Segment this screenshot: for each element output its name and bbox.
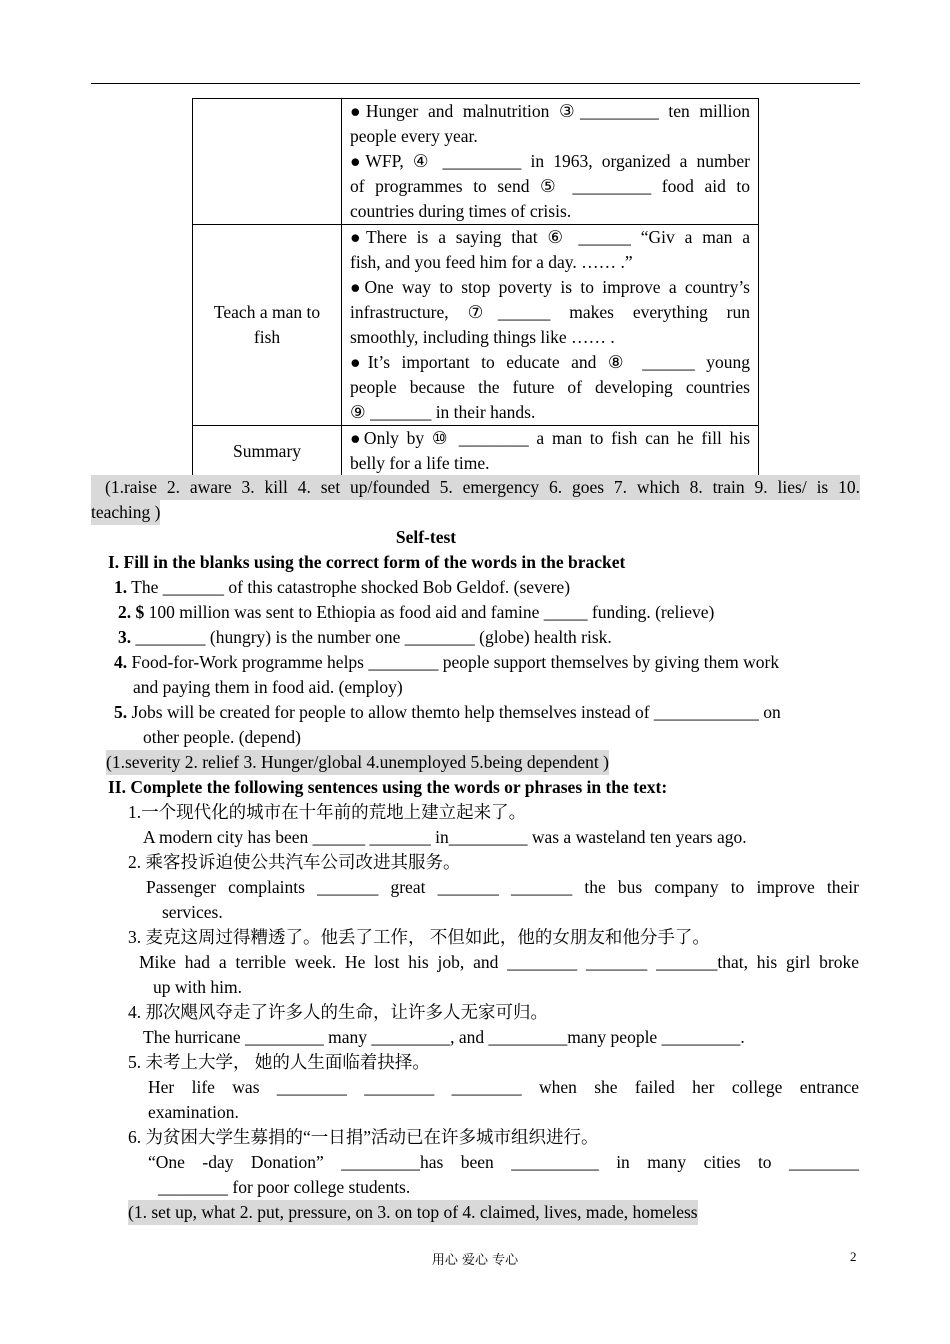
- header-rule: [91, 83, 860, 84]
- content-line: fish, and you feed him for a day. …… .”: [350, 252, 633, 272]
- row-content: [342, 225, 759, 426]
- english-sentence: services.: [162, 902, 223, 922]
- english-sentence: Passenger complaints _______ great _______ _______ the bus company to improve their: [146, 877, 859, 897]
- exercise-item: [114, 650, 779, 675]
- row-label: [193, 225, 342, 426]
- section-title: Self-test: [395, 527, 457, 547]
- answer-key-line: (1.raise 2. aware 3. kill 4. set up/founded 5. emergency 6. goes 7. which 8. train 9. lies/ is 10.: [91, 475, 860, 500]
- item-number: 4.: [114, 652, 128, 672]
- content-line: ●Hunger and malnutrition ③_________ ten million: [350, 101, 750, 121]
- content-line: ●One way to stop poverty is to improve a country’s: [350, 277, 750, 297]
- content-line: ●Only by ⑩ ________ a man to fish can he fill his: [350, 428, 750, 448]
- english-sentence: ________ for poor college students.: [158, 1177, 411, 1197]
- item-text: ________ (hungry) is the number one ________ (globe) health risk.: [131, 627, 612, 647]
- row-content: [342, 426, 759, 477]
- chinese-prompt: 4. 那次飓风夺走了许多人的生命，让许多人无家可归。: [128, 1002, 548, 1022]
- item-number: 2. $: [118, 602, 145, 622]
- row-label: Summary: [193, 426, 342, 477]
- section-heading: II. Complete the following sentences using the words or phrases in the text:: [108, 777, 668, 797]
- content-line: countries during times of crisis.: [350, 201, 572, 221]
- content-line: ●It’s important to educate and ⑧ ______ young: [350, 352, 750, 372]
- chinese-prompt: 1.一个现代化的城市在十年前的荒地上建立起来了。: [128, 802, 527, 822]
- content-line: ⑨ _______ in their hands.: [350, 402, 536, 422]
- content-line: smoothly, including things like …… .: [350, 327, 615, 347]
- answer-key-line: teaching ): [91, 500, 160, 525]
- chinese-prompt: 5. 未考上大学， 她的人生面临着抉择。: [128, 1052, 430, 1072]
- item-text: 100 million was sent to Ethiopia as food aid and famine _____ funding. (relieve): [144, 602, 715, 622]
- exercise-item-cont: and paying them in food aid. (employ): [133, 677, 403, 697]
- table-row: [193, 225, 759, 426]
- exercise-item: [118, 625, 612, 650]
- row-label: [193, 99, 342, 225]
- chinese-prompt: 6. 为贫困大学生募捐的“一日捐”活动已在许多城市组织进行。: [128, 1127, 599, 1147]
- answer-key-line: (1. set up, what 2. put, pressure, on 3. on top of 4. claimed, lives, made, homeless: [128, 1200, 698, 1225]
- item-number: 3.: [118, 627, 132, 647]
- row-content: [342, 99, 759, 225]
- table-row: [193, 426, 759, 477]
- english-sentence: “One -day Donation” _________has been __________ in many cities to ________: [148, 1152, 859, 1172]
- content-line: ●WFP, ④ _________ in 1963, organized a number: [350, 151, 750, 171]
- section-heading: I. Fill in the blanks using the correct form of the words in the bracket: [108, 552, 626, 572]
- item-text: Jobs will be created for people to allow themto help themselves instead of ____________ on: [127, 702, 781, 722]
- item-number: 5.: [114, 702, 128, 722]
- content-line: belly for a life time.: [350, 453, 490, 473]
- english-sentence: Her life was ________ ________ ________ when she failed her college entrance: [148, 1077, 859, 1097]
- chinese-prompt: 2. 乘客投诉迫使公共汽车公司改进其服务。: [128, 852, 461, 872]
- page-number: 2: [850, 1249, 857, 1264]
- content-line: ●There is a saying that ⑥ ______ “Giv a man a: [350, 227, 750, 247]
- table-row: [193, 99, 759, 225]
- content-line: people because the future of developing countries: [350, 377, 750, 397]
- exercise-item: [114, 700, 781, 725]
- english-sentence: The hurricane _________ many _________, and _________many people _________.: [143, 1027, 745, 1047]
- footer-motto: 用心 爱心 专心: [431, 1253, 519, 1268]
- exercise-item: [118, 600, 714, 625]
- item-text: Food-for-Work programme helps ________ people support themselves by giving them work: [127, 652, 780, 672]
- exercise-item: [114, 575, 570, 600]
- exercise-item-cont: other people. (depend): [143, 727, 301, 747]
- english-sentence: examination.: [148, 1102, 239, 1122]
- english-sentence: Mike had a terrible week. He lost his job, and ________ _______ _______that, his girl broke: [139, 952, 859, 972]
- row-label-line: Teach a man to: [213, 302, 321, 322]
- content-line: of programmes to send ⑤ _________ food aid to: [350, 176, 750, 196]
- chinese-prompt: 3. 麦克这周过得糟透了。他丢了工作， 不但如此，他的女朋友和他分手了。: [128, 927, 710, 947]
- item-number: 1.: [114, 577, 128, 597]
- content-line: people every year.: [350, 126, 478, 146]
- answer-key-line: (1.severity 2. relief 3. Hunger/global 4.unemployed 5.being dependent ): [106, 750, 609, 775]
- item-text: The _______ of this catastrophe shocked Bob Geldof. (severe): [127, 577, 571, 597]
- content-line: infrastructure, ⑦______ makes everything run: [350, 302, 750, 322]
- outline-table: [192, 98, 759, 477]
- english-sentence: A modern city has been ______ _______ in_________ was a wasteland ten years ago.: [143, 827, 747, 847]
- row-label-line: fish: [253, 327, 281, 347]
- english-sentence: up with him.: [153, 977, 242, 997]
